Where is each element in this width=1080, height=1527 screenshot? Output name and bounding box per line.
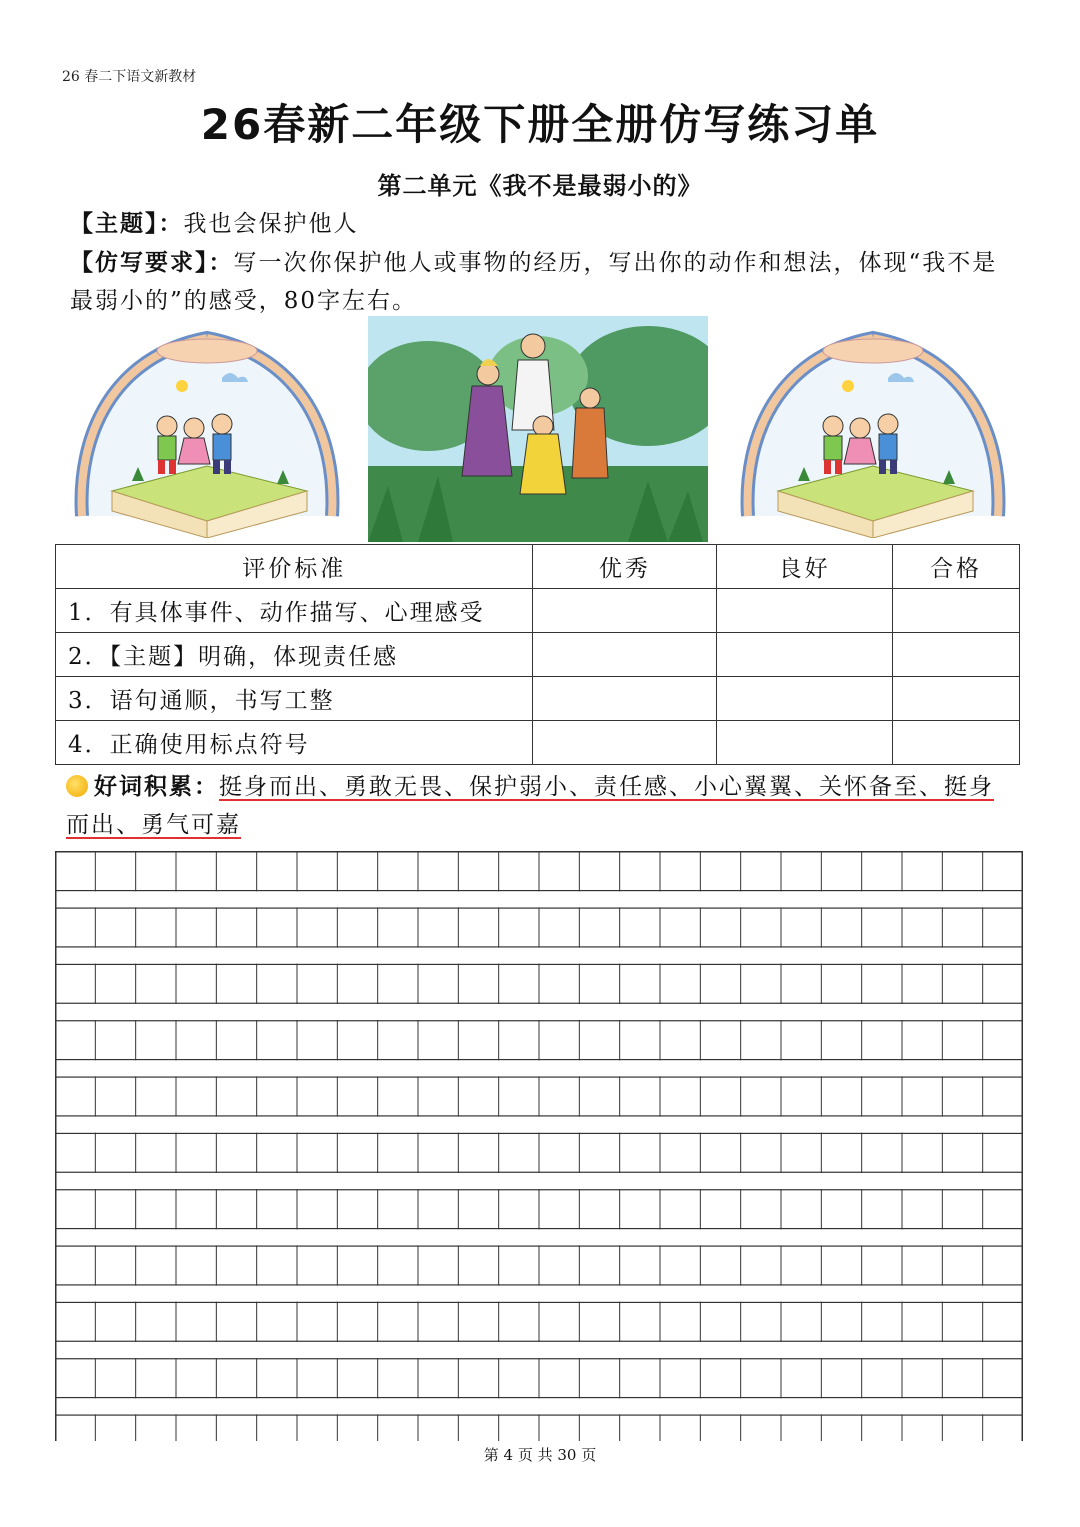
grid-row [56,1020,1023,1060]
family-garden-illustration [368,316,708,542]
theme-label: 【主题】： [70,210,184,237]
good-words-text: 挺身而出、勇敢无畏、保护弱小、责任感、小心翼翼、关怀备至、挺身而出、勇气可嘉 [66,774,994,838]
pass-cell[interactable] [893,589,1020,633]
requirement-line [70,244,1020,320]
pass-cell[interactable] [893,633,1020,677]
table-row [56,721,1020,765]
criteria-cell: 2．【主题】明确，体现责任感 [56,633,533,677]
evaluation-table [55,544,1020,765]
table-row [56,589,1020,633]
pass-cell[interactable] [893,721,1020,765]
good-cell[interactable] [717,589,893,633]
bullet-dot-icon [66,775,88,797]
theme-text: 我也会保护他人 [183,211,359,237]
excellent-cell[interactable] [533,721,717,765]
table-row [56,677,1020,721]
grid-row [56,851,1023,891]
pass-cell[interactable] [893,677,1020,721]
table-row [56,633,1020,677]
unit-subtitle: 第二单元《我不是最弱小的》 [377,171,703,200]
theme-line [70,205,359,238]
grid-row [56,1189,1023,1229]
criteria-cell: 4．正确使用标点符号 [56,721,533,765]
header-good: 良好 [717,545,893,589]
page-footer: 第 4 页 共 30 页 [483,1446,597,1464]
criteria-cell: 3．语句通顺，书写工整 [56,677,533,721]
grid-row [56,1133,1023,1173]
grid-row [56,1076,1023,1116]
grid-row [56,907,1023,947]
header-pass: 合格 [893,545,1020,589]
grid-row [56,1358,1023,1398]
requirement-text: 写一次你保护他人或事物的经历，写出你的动作和想法，体现“我不是最弱小的”的感受，80字左右。 [70,250,998,314]
header-criteria: 评价标准 [56,545,533,589]
grid-row [56,1414,1023,1441]
good-words-section [66,768,1018,844]
header-note: 26 春二下语文新教材 [62,69,197,85]
excellent-cell[interactable] [533,589,717,633]
grid-row [56,964,1023,1004]
header-excellent: 优秀 [533,545,717,589]
protecting-hands-illustration [72,316,342,538]
criteria-cell: 1．有具体事件、动作描写、心理感受 [56,589,533,633]
table-header-row [56,545,1020,589]
good-words-label: 好词积累： [94,773,219,800]
good-cell[interactable] [717,633,893,677]
excellent-cell[interactable] [533,677,717,721]
good-cell[interactable] [717,721,893,765]
page-title: 26春新二年级下册全册仿写练习单 [200,100,880,149]
grid-row [56,1302,1023,1342]
protecting-hands-illustration-right [738,316,1008,538]
requirement-label: 【仿写要求】： [70,249,234,276]
excellent-cell[interactable] [533,633,717,677]
writing-grid[interactable] [55,851,1023,1441]
good-cell[interactable] [717,677,893,721]
grid-row [56,1245,1023,1285]
